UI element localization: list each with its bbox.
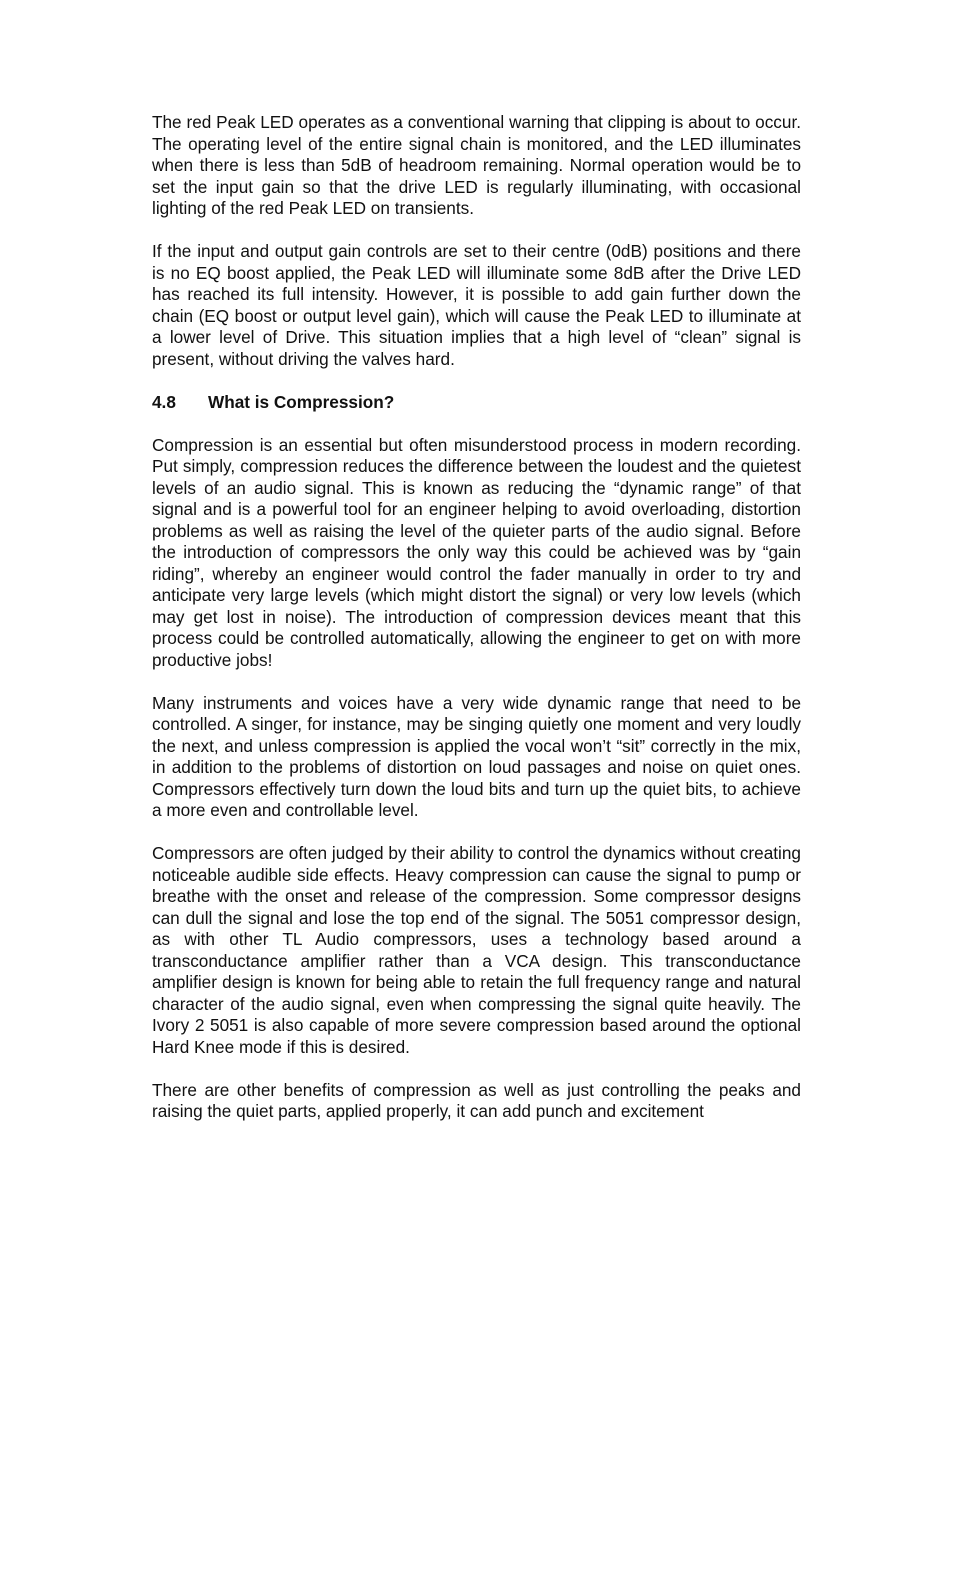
section-heading (152, 392, 801, 414)
paragraph-compression-intro: Compression is an essential but often misunderstood process in modern recording. Put simply, compression reduces the difference between the loudest and the quietest levels of an audio signal. This is known as reducing the “dynamic range” of that signal and is a powerful tool for an engineer helping to avoid overloading, distortion problems as well as raising the level of the quieter parts of the audio signal. Before the introduction of compressors the only way this could be achieved was by “gain riding”, whereby an engineer would control the fader manually in order to try and anticipate very large levels (which might distort the signal) or very low levels (which may get lost in noise). The introduction of compression devices meant that this process could be controlled automatically, allowing the engineer to get on with more productive jobs! (152, 434, 801, 670)
section-number: 4.8 (152, 391, 176, 412)
paragraph-compressor-judging: Compressors are often judged by their ability to control the dynamics without creating noticeable audible side effects. Heavy compression can cause the signal to pump or breathe with the onset and release of the compression. Some compressor designs can dull the signal and lose the top end of the signal. The 5051 compressor design, as with other TL Audio compressors, uses a technology based around a transconductance amplifier rather than a VCA design. This transconductance amplifier design is known for being able to retain the full frequency range and natural character of the audio signal, even when compressing the signal quite heavily. The Ivory 2 5051 is also capable of more severe compression based around the optional Hard Knee mode if this is desired. (152, 843, 801, 1057)
paragraph-peak-led: The red Peak LED operates as a conventional warning that clipping is about to occur. The operating level of the entire signal chain is monitored, and the LED illuminates when there is less than 5dB of headroom remaining. Normal operation would be to set the input gain so that the drive LED is regularly illuminating, with occasional lighting of the red Peak LED on transients. (152, 112, 801, 218)
paragraph-other-benefits: There are other benefits of compression as well as just controlling the peaks and raising the quiet parts, applied properly, it can add punch and excitement (152, 1079, 801, 1121)
paragraph-dynamic-range: Many instruments and voices have a very wide dynamic range that need to be controlled. A singer, for instance, may be singing quietly one moment and very loudly the next, and unless compression is applied the vocal won’t “sit” correctly in the mix, in addition to the problems of distortion on loud passages and noise on quiet ones. Compressors effectively turn down the loud bits and turn up the quiet bits, to achieve a more even and controllable level. (152, 692, 801, 820)
section-title: What is Compression? (208, 391, 395, 412)
paragraph-gain-controls: If the input and output gain controls are set to their centre (0dB) positions and there is no EQ boost applied, the Peak LED will illuminate some 8dB after the Drive LED has reached its full intensity. However, it is possible to add gain further down the chain (EQ boost or output level gain), which will cause the Peak LED to illuminate at a lower level of Drive. This situation implies that a high level of “clean” signal is present, without driving the valves hard. (152, 241, 801, 369)
document-body (152, 112, 801, 1123)
